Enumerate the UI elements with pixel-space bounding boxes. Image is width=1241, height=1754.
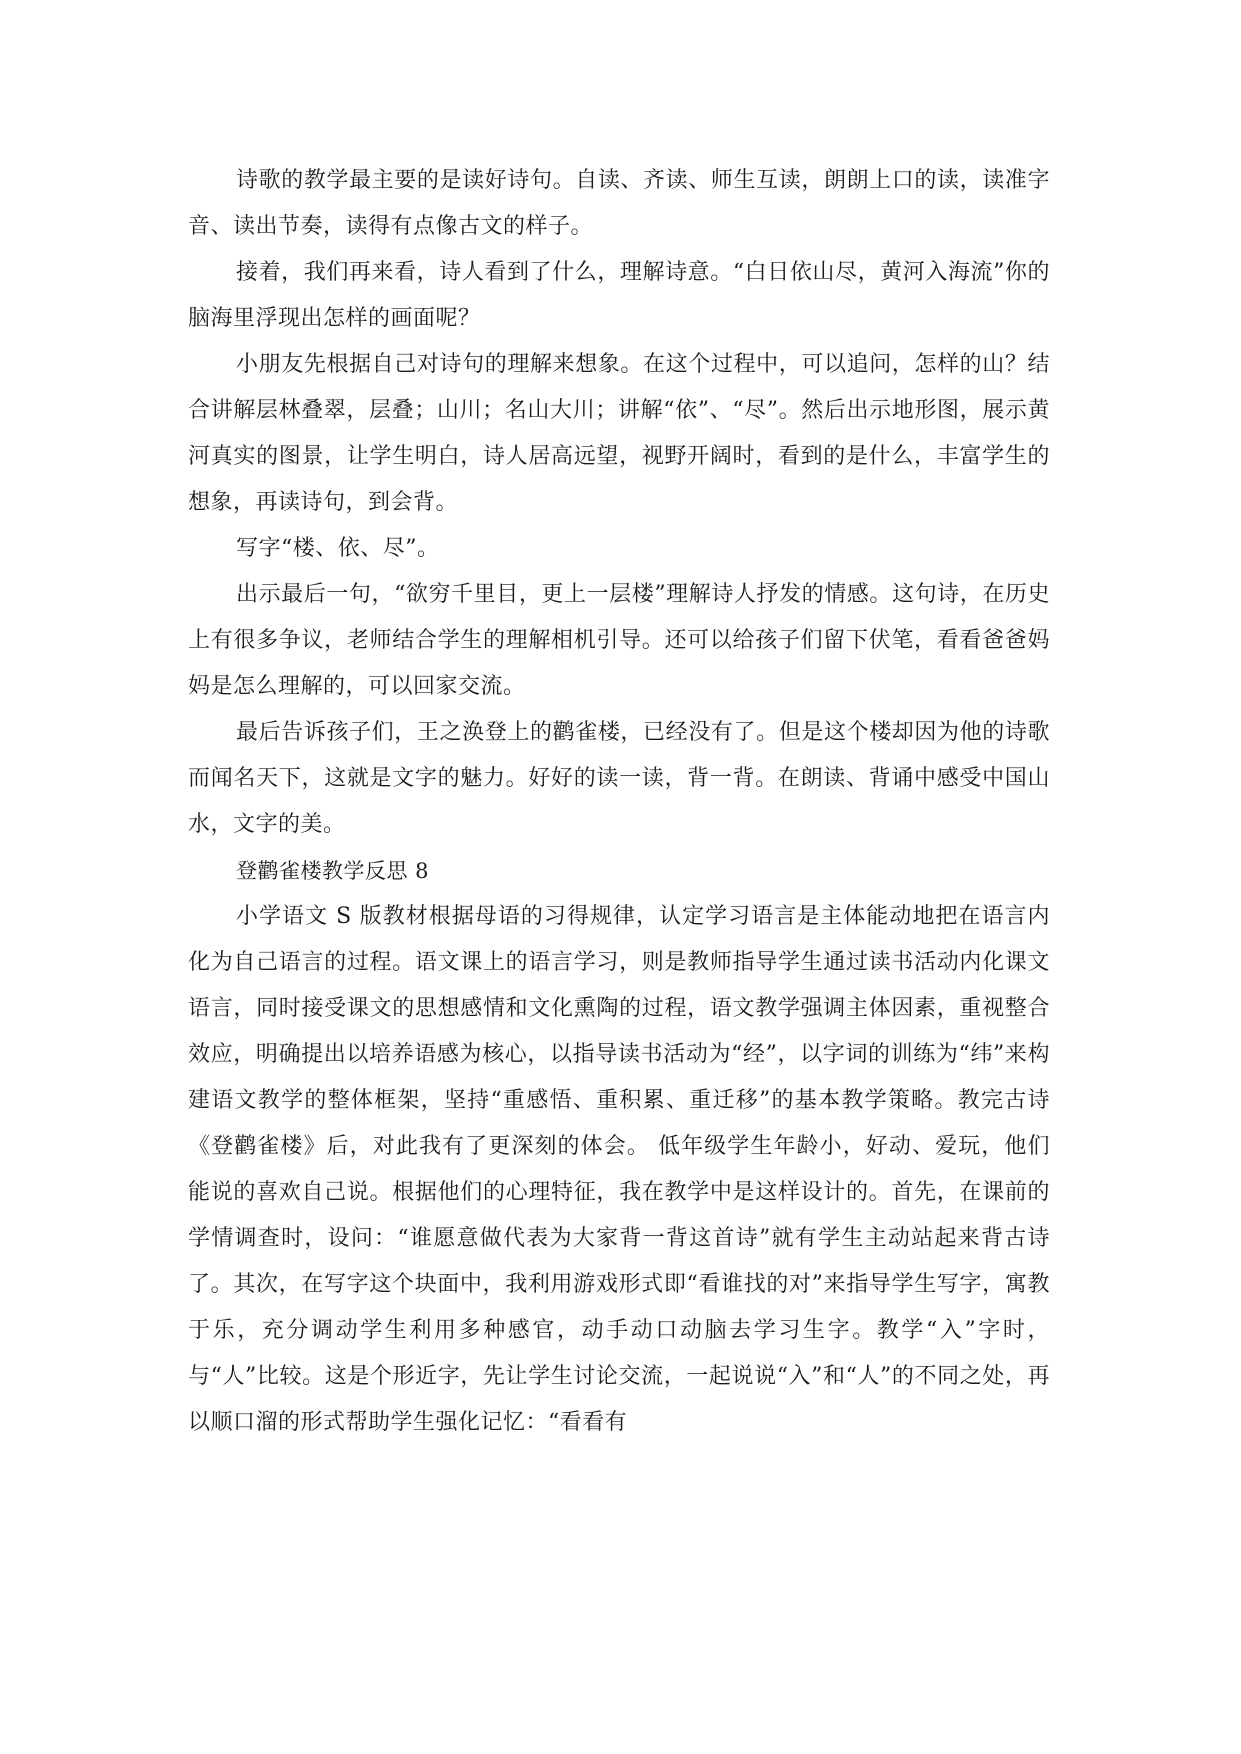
paragraph-last-line: 出示最后一句，“欲穷千里目，更上一层楼”理解诗人抒发的情感。这句诗，在历史上有很多争议，老师结合学生的理解相机引导。还可以给孩子们留下伏笔，看看爸爸妈妈是怎么理解的，可以回家交流。 xyxy=(188,582,1050,699)
paragraph-imagination: 小朋友先根据自己对诗句的理解来想象。在这个过程中，可以追问，怎样的山？结合讲解层林叠翠，层叠；山川；名山大川；讲解“依”、“尽”。然后出示地形图，展示黄河真实的图景，让学生明白，诗人居高远望，视野开阔时，看到的是什么，丰富学生的想象，再读诗句，到会背。 xyxy=(188,352,1050,515)
paragraph-conclusion: 最后告诉孩子们，王之涣登上的鹳雀楼，已经没有了。但是这个楼却因为他的诗歌而闻名天下，这就是文字的魅力。好好的读一读，背一背。在朗读、背诵中感受中国山水，文字的美。 xyxy=(188,720,1050,837)
section-heading: 登鹳雀楼教学反思 8 xyxy=(236,859,430,883)
paragraph-poem-meaning: 接着，我们再来看，诗人看到了什么，理解诗意。“白日依山尽，黄河入海流”你的脑海里浮现出怎样的画面呢？ xyxy=(188,260,1050,331)
paragraph-reflection: 小学语文 S 版教材根据母语的习得规律，认定学习语言是主体能动地把在语言内化为自己语言的过程。语文课上的语言学习，则是教师指导学生通过读书活动内化课文语言，同时接受课文的思想感情和文化熏陶的过程，语文教学强调主体因素，重视整合效应，明确提出以培养语感为核心，以指导读书活动为“经”，以字词的训练为“纬”来构建语文教学的整体框架，坚持“重感悟、重积累、重迁移”的基本教学策略。教完古诗《登鹳雀楼》后，对此我有了更深刻的体会。 低年级学生年龄小，好动、爱玩，他们能说的喜欢自己说。根据他们的心理特征，我在教学中是这样设计的。首先，在课前的学情调查时，设问：“谁愿意做代表为大家背一背这首诗”就有学生主动站起来背古诗了。其次，在写字这个块面中，我利用游戏形式即“看谁找的对”来指导学生写字，寓教于乐，充分调动学生利用多种感官，动手动口动脑去学习生字。教学“入”字时，与“人”比较。这是个形近字，先让学生讨论交流，一起说说“入”和“人”的不同之处，再以顺口溜的形式帮助学生强化记忆：“看看有 xyxy=(188,904,1050,1435)
paragraph-writing-characters: 写字“楼、依、尽”。 xyxy=(236,536,440,561)
paragraph-reading: 诗歌的教学最主要的是读好诗句。自读、齐读、师生互读，朗朗上口的读，读准字音、读出节奏，读得有点像古文的样子。 xyxy=(188,168,1050,239)
document-page xyxy=(188,158,1050,1446)
